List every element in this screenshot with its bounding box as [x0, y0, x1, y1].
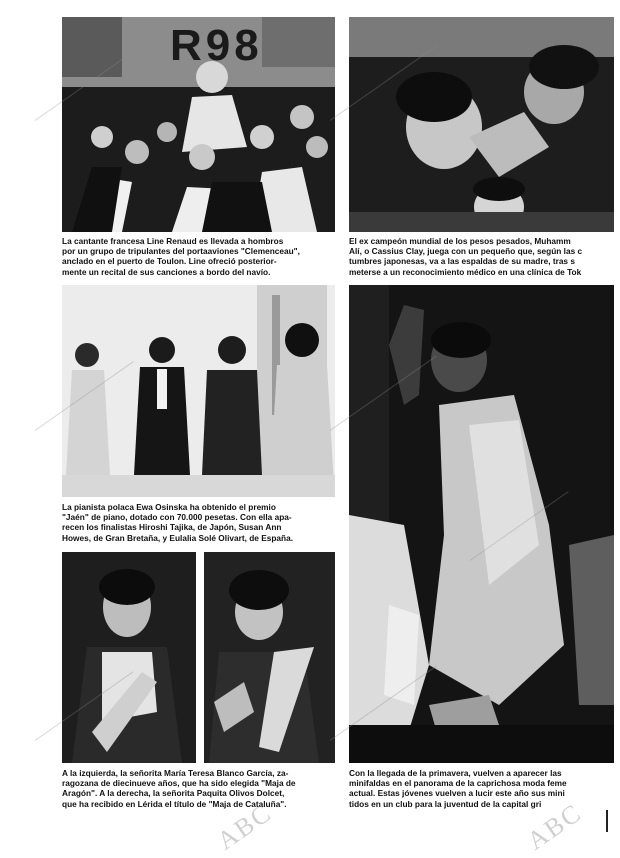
margin-rule-mark [606, 810, 608, 832]
caption-boxer [349, 236, 614, 277]
photo-pianists-art [62, 285, 335, 497]
caption-majas [62, 768, 342, 809]
caption-pianists-line-4: Howes, de Gran Bretaña, y Eulalia Solé Olivart, de España. [62, 532, 294, 543]
photo-maja-aragon-art [62, 552, 196, 763]
caption-boxer-line-4: meterse a un reconocimiento médico en una clínica de Tok [349, 266, 582, 277]
caption-sailors [62, 236, 335, 277]
photo-dancer-art [349, 285, 614, 763]
photo-dancer [349, 285, 614, 763]
photo-maja-cataluna [204, 552, 335, 763]
photo-maja-aragon [62, 552, 196, 763]
photo-boxer-with-child [349, 17, 614, 232]
photo-boxer-art [349, 17, 614, 232]
caption-majas-line-4: que ha recibido en Lérida el título de "Maja de Cataluña". [62, 798, 287, 809]
caption-sailors-line-1: La cantante francesa Line Renaud es llevada a hombros [62, 236, 284, 246]
photo-maja-cataluna-art [204, 552, 335, 763]
caption-pianists-line-3: recen los finalistas Hiroshi Tajika, de Japón, Susan Ann [62, 522, 282, 533]
caption-boxer-line-3: tumbres japonesas, va a las espaldas de su madre, tras s [349, 256, 575, 267]
caption-pianists-line-1: La pianista polaca Ewa Osinska ha obtenido el premio [62, 502, 276, 512]
caption-sailors-line-4: mente un recital de sus canciones a bordo del navío. [62, 266, 271, 277]
caption-pianists-line-2: "Jaén" de piano, dotado con 70.000 pesetas. Con ella apa- [62, 512, 292, 523]
caption-majas-line-3: Aragón". A la derecha, la señorita Paquita Olivos Dolcet, [62, 788, 285, 799]
caption-dancer-line-4: tidos en un club para la juventud de la capital gri [349, 798, 542, 809]
caption-majas-line-2: ragozana de diecinueve años, que ha sido elegida "Maja de [62, 778, 296, 789]
caption-dancer-line-3: actual. Estas jóvenes vuelven a lucir este año sus mini [349, 788, 565, 799]
photo-pianists [62, 285, 335, 497]
caption-boxer-line-2: Alí, o Cassius Clay, juega con un pequeño que, según las c [349, 246, 583, 257]
caption-dancer-line-2: minifaldas en el panorama de la caprichosa moda feme [349, 778, 567, 789]
caption-dancer-line-1: Con la llegada de la primavera, vuelven a aparecer las [349, 768, 562, 778]
caption-sailors-line-2: por un grupo de tripulantes del portaaviones "Clemenceau", [62, 246, 300, 257]
watermark-bottom-center: ABC [211, 797, 278, 856]
boat-number: R98 [170, 21, 263, 70]
caption-boxer-line-1: El ex campeón mundial de los pesos pesados, Muhamm [349, 236, 571, 246]
watermark-bottom-right: ABC [521, 797, 588, 856]
caption-sailors-line-3: anclado en el puerto de Toulon. Line ofreció posterior- [62, 256, 277, 267]
caption-majas-line-1: A la izquierda, la señorita María Teresa Blanco García, za- [62, 768, 289, 778]
photo-sailors-carrying-singer [62, 17, 335, 232]
caption-pianists [62, 502, 342, 543]
